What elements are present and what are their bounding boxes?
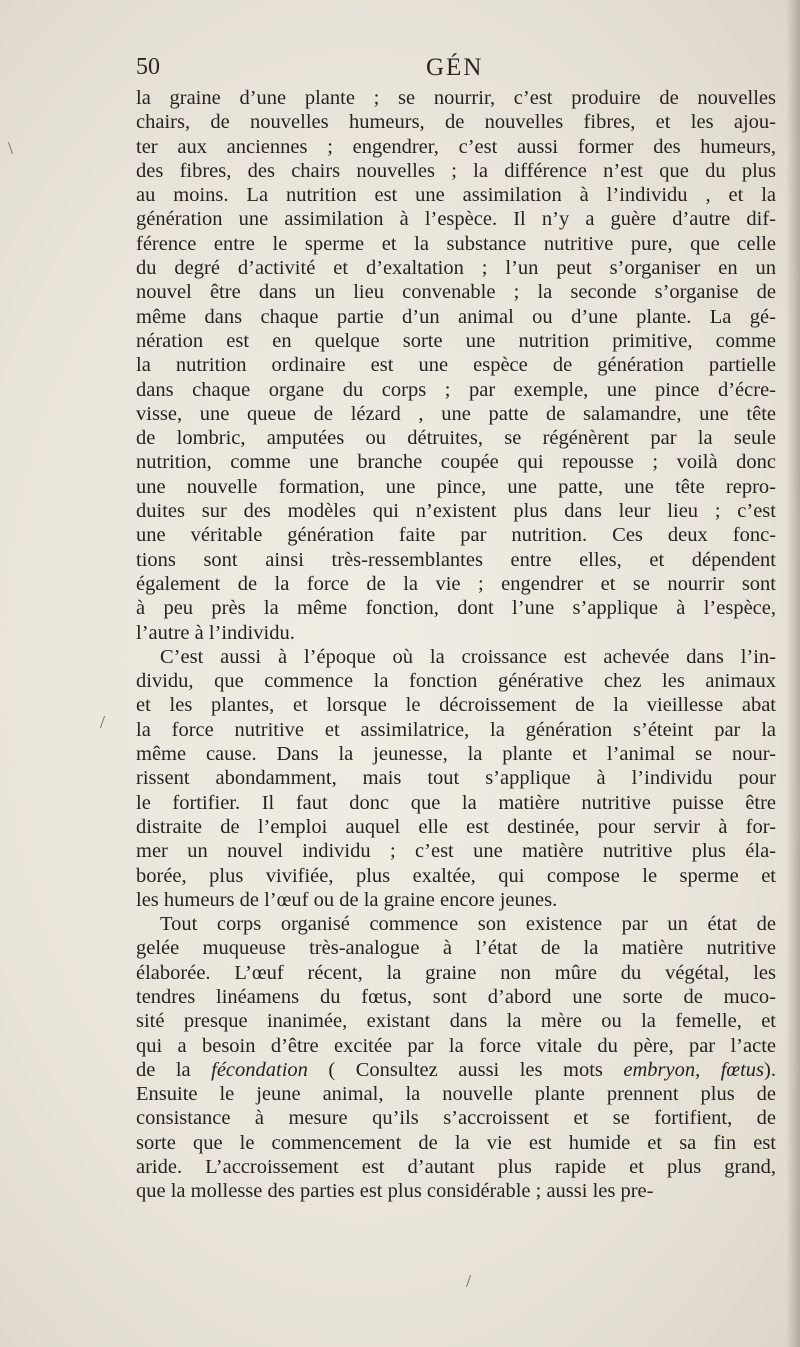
text-line: C’est aussi à l’époque où la croissance est achevée dans l’in-: [160, 645, 776, 668]
text-line: de la fécondation ( Consultez aussi les mots embryon, fœtus).: [136, 1058, 776, 1081]
text-line: ter aux anciennes ; engendrer, c’est aussi former des humeurs,: [136, 135, 776, 158]
text-line: distraite de l’emploi auquel elle est destinée, pour servir à for-: [136, 815, 776, 838]
text-line: mer un nouvel individu ; c’est une matière nutritive plus éla-: [136, 840, 776, 863]
italic-term: fœtus: [720, 1058, 765, 1081]
text-line: nération est en quelque sorte une nutrition primitive, comme: [136, 329, 776, 352]
text-line: de lombric, amputées ou détruites, se régénèrent par la seule: [136, 427, 776, 450]
paragraph-2: [136, 645, 776, 912]
text-line: des fibres, des chairs nouvelles ; la différence n’est que du plus: [136, 159, 776, 182]
text-line: la nutrition ordinaire est une espèce de génération partielle: [136, 354, 776, 377]
text-line: également de la force de la vie ; engendrer et se nourrir sont: [136, 572, 776, 595]
text-line: dividu, que commence la fonction générative chez les animaux: [136, 670, 776, 693]
text-line: Tout corps organisé commence son existence par un état de: [160, 913, 776, 936]
body-text: [136, 86, 776, 1204]
head-word: GÉN: [426, 54, 484, 81]
text-line: élaborée. L’œuf récent, la graine non mûre du végétal, les: [136, 961, 776, 984]
margin-mark: \: [8, 138, 14, 158]
text-line: qui a besoin d’être excitée par la force vitale du père, par l’acte: [136, 1034, 776, 1057]
text-line: chairs, de nouvelles humeurs, de nouvelles fibres, et les ajou-: [136, 111, 776, 134]
paragraph-3: [136, 912, 776, 1204]
text-line: et les plantes, et lorsque le décroissement de la vieillesse abat: [136, 694, 776, 717]
italic-term: embryon: [623, 1058, 696, 1081]
text-line: sorte que le commencement de la vie est humide et sa fin est: [136, 1131, 776, 1154]
text-line: nutrition, comme une branche coupée qui repousse ; voilà donc: [136, 451, 776, 474]
text-line: rissent abondamment, mais tout s’applique à l’individu pour: [136, 767, 776, 790]
text-line: génération une assimilation à l’espèce. Il n’y a guère d’autre dif-: [136, 208, 776, 231]
text-line: Ensuite le jeune animal, la nouvelle plante prennent plus de: [136, 1083, 776, 1106]
page-edge-shadow: [786, 0, 800, 1347]
text-line: borée, plus vivifiée, plus exaltée, qui compose le sperme et: [136, 864, 776, 887]
text-line: dans chaque organe du corps ; par exemple, une pince d’écre-: [136, 378, 776, 401]
text-line: au moins. La nutrition est une assimilation à l’individu , et la: [136, 184, 776, 207]
text-line: à peu près la même fonction, dont l’une s’applique à l’espèce,: [136, 597, 776, 620]
text-line: une nouvelle formation, une pince, une patte, une tête repro-: [136, 475, 776, 498]
text-line: gelée muqueuse très-analogue à l’état de la matière nutritive: [136, 937, 776, 960]
text-line: tions sont ainsi très-ressemblantes entre elles, et dépendent: [136, 548, 776, 571]
text-line: l’autre à l’individu.: [136, 621, 295, 644]
running-head: [136, 54, 776, 88]
text-line: nouvel être dans un lieu convenable ; la seconde s’organise de: [136, 281, 776, 304]
page-number: 50: [136, 54, 160, 80]
text-line: consistance à mesure qu’ils s’accroissent et se fortifient, de: [136, 1107, 776, 1130]
text-line: une véritable génération faite par nutrition. Ces deux fonc-: [136, 524, 776, 547]
text-line: la graine d’une plante ; se nourrir, c’est produire de nouvelles: [136, 87, 776, 109]
text-line: tendres linéamens du fœtus, sont d’abord une sorte de muco-: [136, 985, 776, 1008]
text-line: duites sur des modèles qui n’existent plus dans leur lieu ; c’est: [136, 500, 776, 523]
text-line: visse, une queue de lézard , une patte de salamandre, une tête: [136, 402, 776, 425]
italic-term: fécondation: [211, 1058, 308, 1081]
text-line: le fortifier. Il faut donc que la matière nutritive puisse être: [136, 791, 776, 814]
text-line: même cause. Dans la jeunesse, la plante et l’animal se nour-: [136, 743, 776, 766]
text-line: aride. L’accroissement est d’autant plus rapide et plus grand,: [136, 1156, 776, 1179]
paragraph-1: [136, 86, 776, 645]
text-line: sité presque inanimée, existant dans la mère ou la femelle, et: [136, 1010, 776, 1033]
text-line: même dans chaque partie d’un animal ou d’une plante. La gé-: [136, 305, 776, 328]
margin-mark: /: [466, 1271, 472, 1291]
margin-mark: /: [100, 712, 106, 732]
text-line: les humeurs de l’œuf ou de la graine encore jeunes.: [136, 888, 558, 911]
text-line: férence entre le sperme et la substance nutritive pure, que celle: [136, 232, 776, 255]
text-line: que la mollesse des parties est plus considérable ; aussi les pre-: [136, 1180, 654, 1203]
text-line: du degré d’activité et d’exaltation ; l’un peut s’organiser en un: [136, 257, 776, 280]
text-line: la force nutritive et assimilatrice, la génération s’éteint par la: [136, 718, 776, 741]
